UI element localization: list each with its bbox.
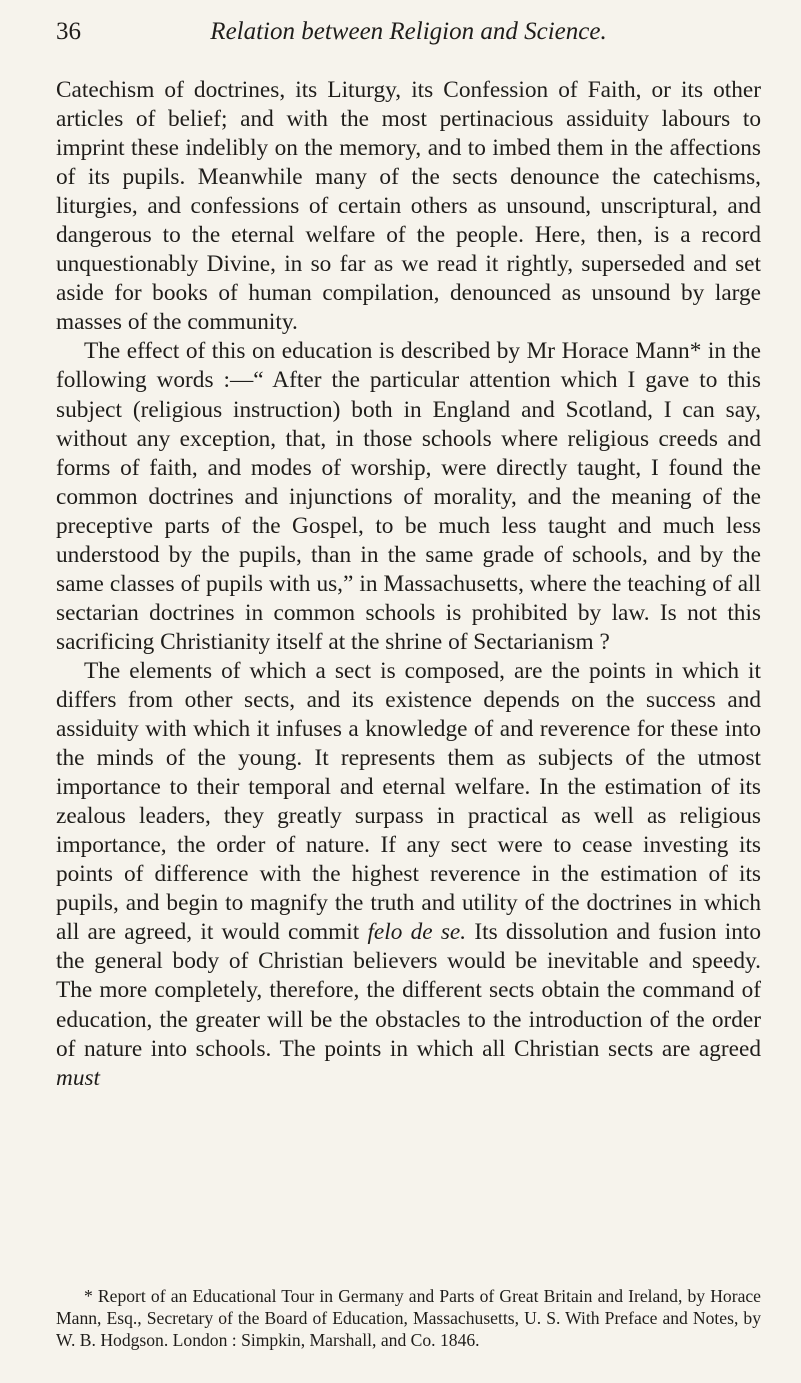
italic-word-must: must [56, 1064, 101, 1091]
page-number: 36 [56, 18, 81, 45]
italic-phrase-felo-de-se: felo de se. [367, 919, 467, 946]
running-head [56, 16, 761, 48]
paragraph-3-part-2: Its dissolution and fusion into the general body of Christian believers would be inevitable and speedy. The more completely, therefore, the different sects obtain the command of education, the greater will be the obstacles to the introduction of the order of nature into schools. The points in which all Christian sects are agreed [56, 919, 761, 1062]
book-page [56, 0, 761, 1383]
paragraph-2: The effect of this on education is described by Mr Horace Mann* in the following words :—“ After the particular attention which I gave to this subject (religious instruction) both in England and Scotland, I can say, without any exception, that, in those schools where religious creeds and forms of faith, and modes of worship, were directly taught, I found the common doctrines and injunctions of morality, and the meaning of the preceptive parts of the Gospel, to be much less taught and much less understood by the pupils, than in the same grade of schools, and by the same classes of pupils with us,” in Massachusetts, where the teaching of all sectarian doctrines in common schools is prohibited by law. Is not this sacrificing Christianity itself at the shrine of Sectarianism ? [56, 338, 761, 655]
paragraph-1: Catechism of doctrines, its Liturgy, its Confession of Faith, or its other articles of belief; and with the most pertinacious assiduity labours to imprint these indelibly on the memory, and to imbed them in the affections of its pupils. Meanwhile many of the sects denounce the catechisms, liturgies, and confessions of certain others as unsound, unscriptural, and dangerous to the eternal welfare of the people. Here, then, is a record unquestionably Divine, in so far as we read it rightly, superseded and set aside for books of human compilation, denounced as unsound by large masses of the community. [56, 77, 761, 336]
body-text [56, 76, 761, 1093]
paragraph-3 [56, 657, 761, 1093]
footnote: * Report of an Educational Tour in Germany and Parts of Great Britain and Ireland, by Horace Mann, Esq., Secretary of the Board of Education, Massachusetts, U. S. With Preface and Notes, by W. B. Hodgson. London : Simpkin, Marshall, and Co. 1846. [56, 1286, 761, 1350]
paragraph-3-part-1: The elements of which a sect is composed, are the points in which it differs from other sects, and its existence depends on the success and assiduity with which it infuses a knowledge of and reverence for these into the minds of the young. It represents them as subjects of the utmost importance to their temporal and eternal welfare. In the estimation of its zealous leaders, they greatly surpass in practical as well as religious importance, the order of nature. If any sect were to cease investing its points of difference with the highest reverence in the estimation of its pupils, and begin to magnify the truth and utility of the doctrines in which all are agreed, it would commit [56, 657, 761, 946]
running-title: Relation between Religion and Science. [210, 18, 607, 45]
